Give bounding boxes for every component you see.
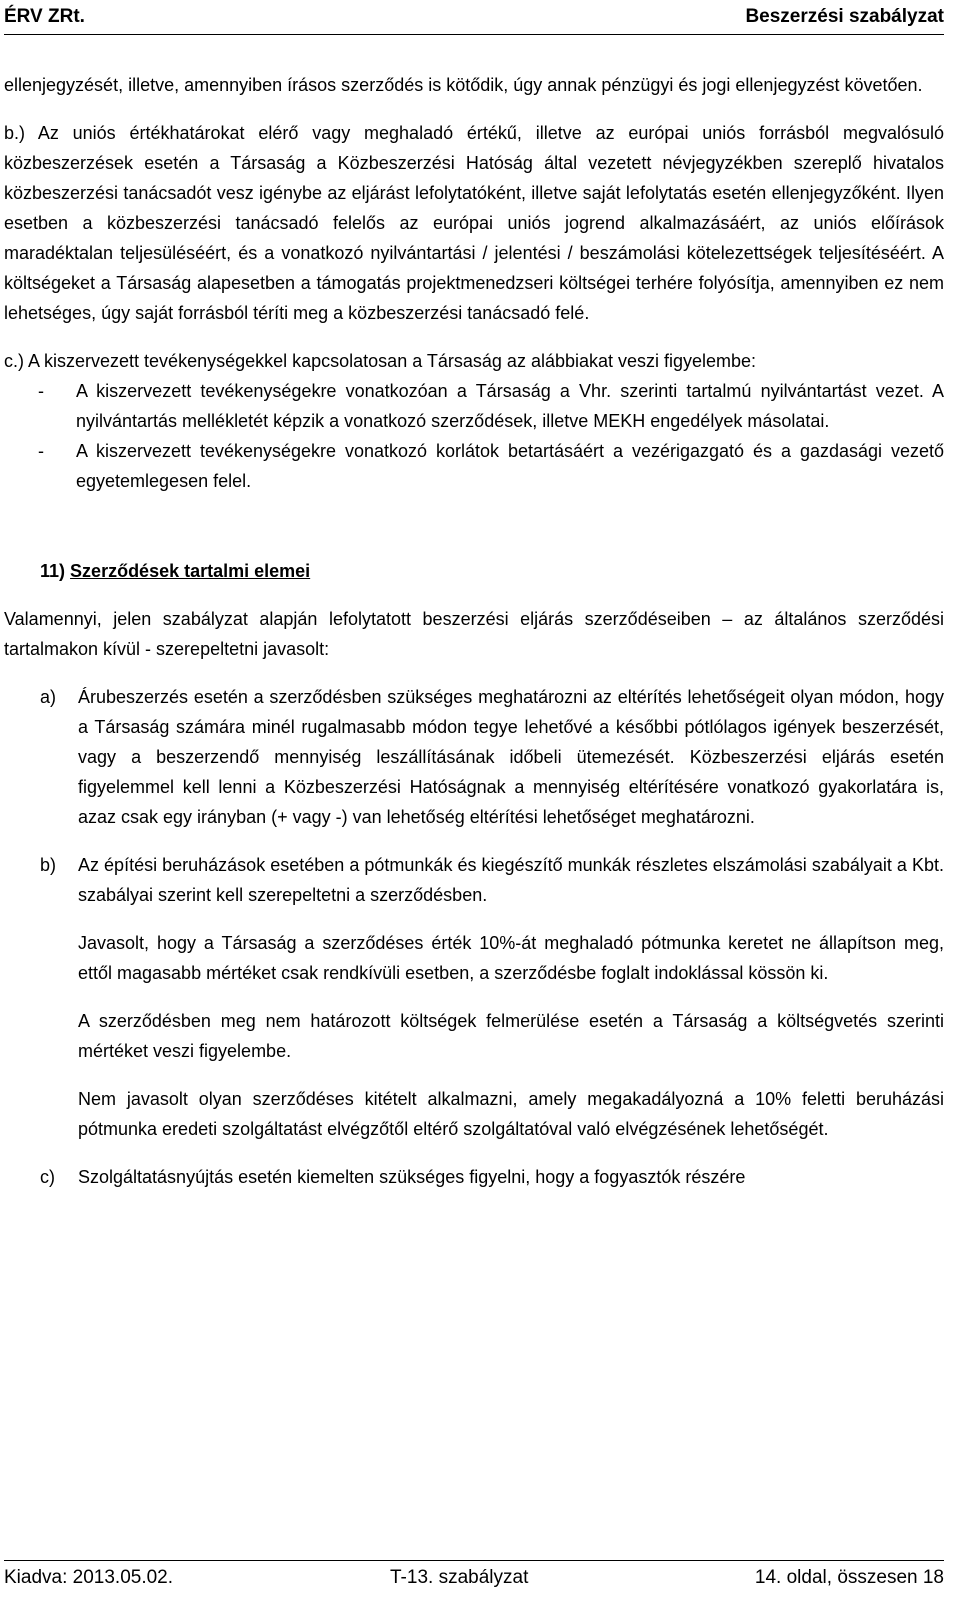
issue-date: Kiadva: 2013.05.02. (4, 1567, 174, 1588)
section-number: 11) (40, 561, 66, 581)
list-item-b-paragraph: Javasolt, hogy a Társaság a szerződéses érték 10%-át meghaladó pótmunka keretet ne állapítson meg, ettől magasabb mértéket csak rendkívüli esetben, a szerződésbe foglalt indoklással kössön ki. (78, 933, 944, 983)
regulation-code: T-13. szabályzat (390, 1567, 529, 1588)
page-header (4, 0, 944, 35)
paragraph-continuation: ellenjegyzését, illetve, amennyiben írásos szerződés is kötődik, úgy annak pénzügyi és jogi ellenjegyzést követően. (4, 75, 923, 95)
page-footer (4, 1560, 944, 1597)
document-title: Beszerzési szabályzat (745, 6, 944, 27)
paragraph-b: b.) Az uniós értékhatárokat elérő vagy meghaladó értékű, illetve az európai uniós forrásból megvalósuló közbeszerzések esetén a Társaság a Közbeszerzési Hatóság által vezetett névjegyzékben szereplő hivatalos közbeszerzési tanácsadót vesz igénybe az eljárást lefolytatóként, illetve saját lefolytatás esetén ellenjegyzőként. Ilyen esetben a közbeszerzési tanácsadó felelős az európai uniós jogrend alkalmazásáért, az uniós előírások maradéktalan teljesüléséért, és a vonatkozó nyilvántartási / jelentési / beszámolási kötelezettségek teljesítéséért. A költségeket a Társaság alapesetben a támogatás projektmenedzseri költségei terhére folyósítja, amennyiben ez nem lehetséges, úgy saját forrásból téríti meg a közbeszerzési tanácsadó felé. (4, 123, 944, 323)
dash-marker: - (38, 441, 44, 461)
list-item-text: Szolgáltatásnyújtás esetén kiemelten szükséges figyelni, hogy a fogyasztók részére (78, 1167, 746, 1187)
list-item-b-paragraph: A szerződésben meg nem határozott költségek felmerülése esetén a Társaság a költségvetés szerinti mértéket veszi figyelembe. (78, 1011, 944, 1061)
dash-marker: - (38, 381, 44, 401)
dash-item-text: A kiszervezett tevékenységekre vonatkozó korlátok betartásáért a vezérigazgató és a gazdasági vezető egyetemlegesen felel. (76, 441, 944, 491)
company-name: ÉRV ZRt. (4, 6, 85, 27)
list-item-a (4, 682, 944, 832)
paragraph-c: c.) A kiszervezett tevékenységekkel kapcsolatosan a Társaság az alábbiakat veszi figyelembe: (4, 351, 757, 371)
dash-item-2 (4, 436, 944, 496)
list-marker: b) (40, 855, 57, 875)
list-item-text: Árubeszerzés esetén a szerződésben szükséges meghatározni az eltérítés lehetőségeit olyan módon, hogy a Társaság számára minél rugalmasabb módon tegye lehetővé a későbbi pótlólagos igények beszerzését, vagy a beszerzendő mennyiség leszállításának időbeli ütemezését. Közbeszerzési eljárás esetén figyelemmel kell lenni a Közbeszerzési Hatóságnak a mennyiség eltérítésére vonatkozó gyakorlatára is, azaz csak egy irányban (+ vagy -) van lehetőség eltérítési lehetőséget meghatározni. (78, 687, 944, 827)
section-title: Szerződések tartalmi elemei (70, 561, 311, 581)
list-item-text: Az építési beruházások esetében a pótmunkák és kiegészítő munkák részletes elszámolási szabályait a Kbt. szabályai szerint kell szerepeltetni a szerződésben. (78, 855, 944, 905)
dash-item-text: A kiszervezett tevékenységekre vonatkozóan a Társaság a Vhr. szerinti tartalmú nyilvántartást vezet. A nyilvántartás mellékletét képzik a vonatkozó szerződések, illetve MEKH engedélyek másolatai. (76, 381, 944, 431)
list-marker: c) (40, 1167, 55, 1187)
page-number: 14. oldal, összesen 18 (754, 1567, 944, 1588)
section-heading (4, 556, 944, 586)
dash-item-1 (4, 376, 944, 436)
section-intro: Valamennyi, jelen szabályzat alapján lefolytatott beszerzési eljárás szerződéseiben – az általános szerződési tartalmakon kívül - szerepeltetni javasolt: (4, 609, 944, 659)
list-item-b-paragraph: Nem javasolt olyan szerződéses kitételt alkalmazni, amely megakadályozná a 10% feletti beruházási pótmunka eredeti szolgáltatást elvégzőtől eltérő szolgáltatóval való elvégzésének lehetőségét. (78, 1089, 944, 1139)
page-body (4, 70, 944, 1192)
list-marker: a) (40, 687, 57, 707)
list-item-b (4, 850, 944, 910)
list-item-c (4, 1162, 944, 1192)
